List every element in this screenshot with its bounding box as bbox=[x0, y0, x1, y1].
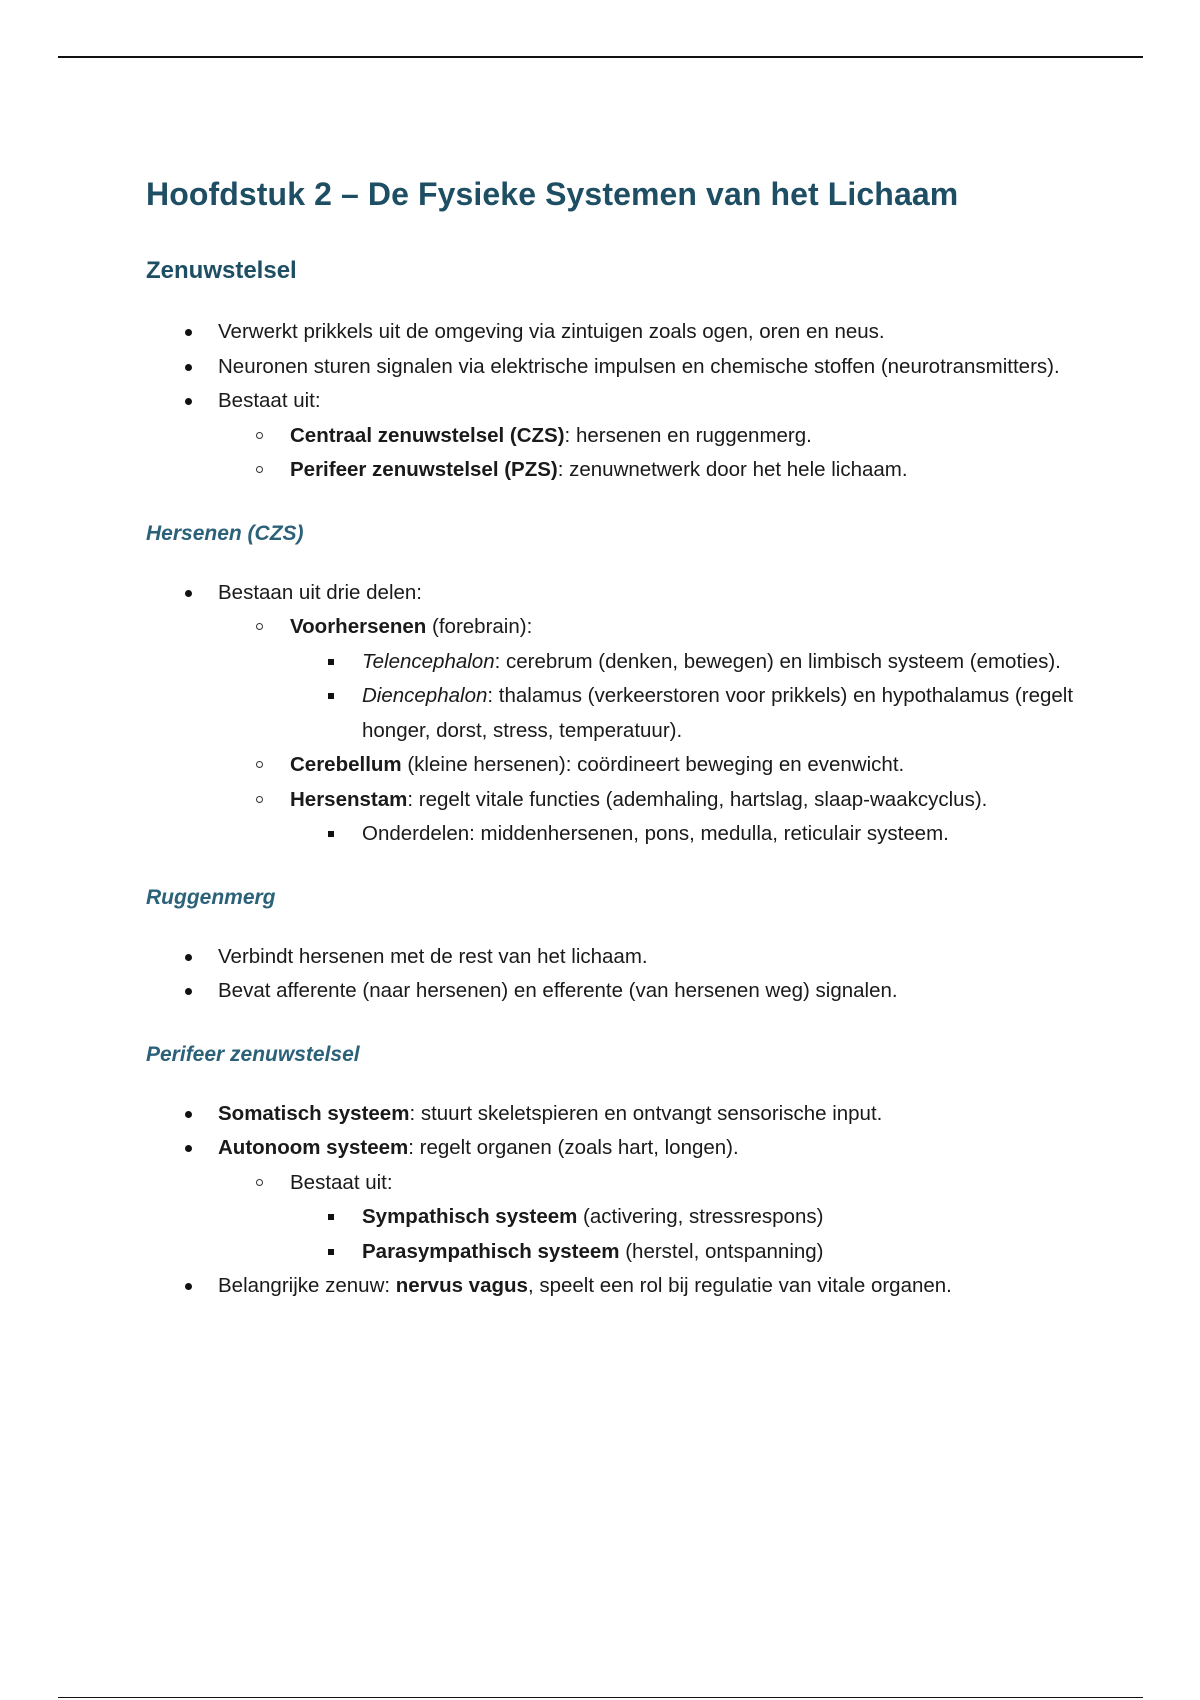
sub-sub-list-item: Sympathisch systeem (activering, stressrespons) bbox=[290, 1200, 1106, 1235]
ruggenmerg-list bbox=[146, 940, 1106, 1009]
list-item: Verbindt hersenen met de rest van het lichaam. bbox=[146, 940, 1106, 975]
list-item: Neuronen sturen signalen via elektrische impulsen en chemische stoffen (neurotransmitters). bbox=[146, 350, 1106, 385]
list-item: Bestaan uit drie delen: Voorhersenen (forebrain): Telencephalon: cerebrum (denken, bewegen) en limbisch systeem (emoties). Diencephalon: thalamus (verkeerstoren voor prikkels) en hypothalamus (regelt honger, dorst, stress, temperatuur). Cerebellum (kleine hersenen): coördineert beweging en evenwicht. Hersenstam: regelt vitale functies (ademhaling, hartslag, slaap-waakcyclus). Onderdelen: middenhersenen, pons, medulla, reticulair systeem. bbox=[146, 576, 1106, 852]
document-page bbox=[146, 176, 1106, 1304]
sub-sub-list-item: Diencephalon: thalamus (verkeerstoren voor prikkels) en hypothalamus (regelt honger, dorst, stress, temperatuur). bbox=[290, 679, 1106, 748]
sub-list-item: Voorhersenen (forebrain): Telencephalon: cerebrum (denken, bewegen) en limbisch systeem (emoties). Diencephalon: thalamus (verkeerstoren voor prikkels) en hypothalamus (regelt honger, dorst, stress, temperatuur). bbox=[218, 610, 1106, 748]
page-title: Hoofdstuk 2 – De Fysieke Systemen van het Lichaam bbox=[146, 176, 959, 212]
section-heading-zenuwstelsel: Zenuwstelsel bbox=[146, 257, 297, 284]
sub-list-item: Centraal zenuwstelsel (CZS): hersenen en ruggenmerg. bbox=[218, 419, 1106, 454]
sub-sub-list bbox=[362, 645, 1106, 749]
sub-list bbox=[290, 1166, 1106, 1270]
list-item: Bestaat uit: Centraal zenuwstelsel (CZS): hersenen en ruggenmerg. Perifeer zenuwstelsel (PZS): zenuwnetwerk door het hele lichaam. bbox=[146, 384, 1106, 488]
list-item: Verwerkt prikkels uit de omgeving via zintuigen zoals ogen, oren en neus. bbox=[146, 315, 1106, 350]
hersenen-list bbox=[146, 576, 1106, 852]
sub-list bbox=[290, 419, 1106, 488]
bottom-rule bbox=[58, 1697, 1143, 1698]
sub-list-item: Cerebellum (kleine hersenen): coördineert beweging en evenwicht. bbox=[218, 748, 1106, 783]
sub-sub-list bbox=[362, 1200, 1106, 1269]
sub-sub-list-item: Onderdelen: middenhersenen, pons, medulla, reticulair systeem. bbox=[290, 817, 1106, 852]
sub-sub-list bbox=[362, 817, 1106, 852]
sub-sub-list-item: Telencephalon: cerebrum (denken, bewegen) en limbisch systeem (emoties). bbox=[290, 645, 1106, 680]
section-heading-hersenen: Hersenen (CZS) bbox=[146, 521, 304, 545]
list-item: Bevat afferente (naar hersenen) en efferente (van hersenen weg) signalen. bbox=[146, 974, 1106, 1009]
section-heading-ruggenmerg: Ruggenmerg bbox=[146, 885, 276, 909]
list-item: Autonoom systeem: regelt organen (zoals hart, longen). Bestaat uit: Sympathisch systeem (activering, stressrespons) Parasympathisch systeem (herstel, ontspanning) bbox=[146, 1131, 1106, 1269]
list-item: Somatisch systeem: stuurt skeletspieren en ontvangt sensorische input. bbox=[146, 1097, 1106, 1132]
section-heading-perifeer: Perifeer zenuwstelsel bbox=[146, 1042, 360, 1066]
perifeer-list bbox=[146, 1097, 1106, 1304]
zenuwstelsel-list bbox=[146, 315, 1106, 488]
sub-list-item: Bestaat uit: Sympathisch systeem (activering, stressrespons) Parasympathisch systeem (herstel, ontspanning) bbox=[218, 1166, 1106, 1270]
list-item: Belangrijke zenuw: nervus vagus, speelt een rol bij regulatie van vitale organen. bbox=[146, 1269, 1106, 1304]
sub-list-item: Perifeer zenuwstelsel (PZS): zenuwnetwerk door het hele lichaam. bbox=[218, 453, 1106, 488]
sub-list bbox=[290, 610, 1106, 852]
top-rule bbox=[58, 56, 1143, 58]
sub-sub-list-item: Parasympathisch systeem (herstel, ontspanning) bbox=[290, 1235, 1106, 1270]
sub-list-item: Hersenstam: regelt vitale functies (ademhaling, hartslag, slaap-waakcyclus). Onderdelen: middenhersenen, pons, medulla, reticulair systeem. bbox=[218, 783, 1106, 852]
